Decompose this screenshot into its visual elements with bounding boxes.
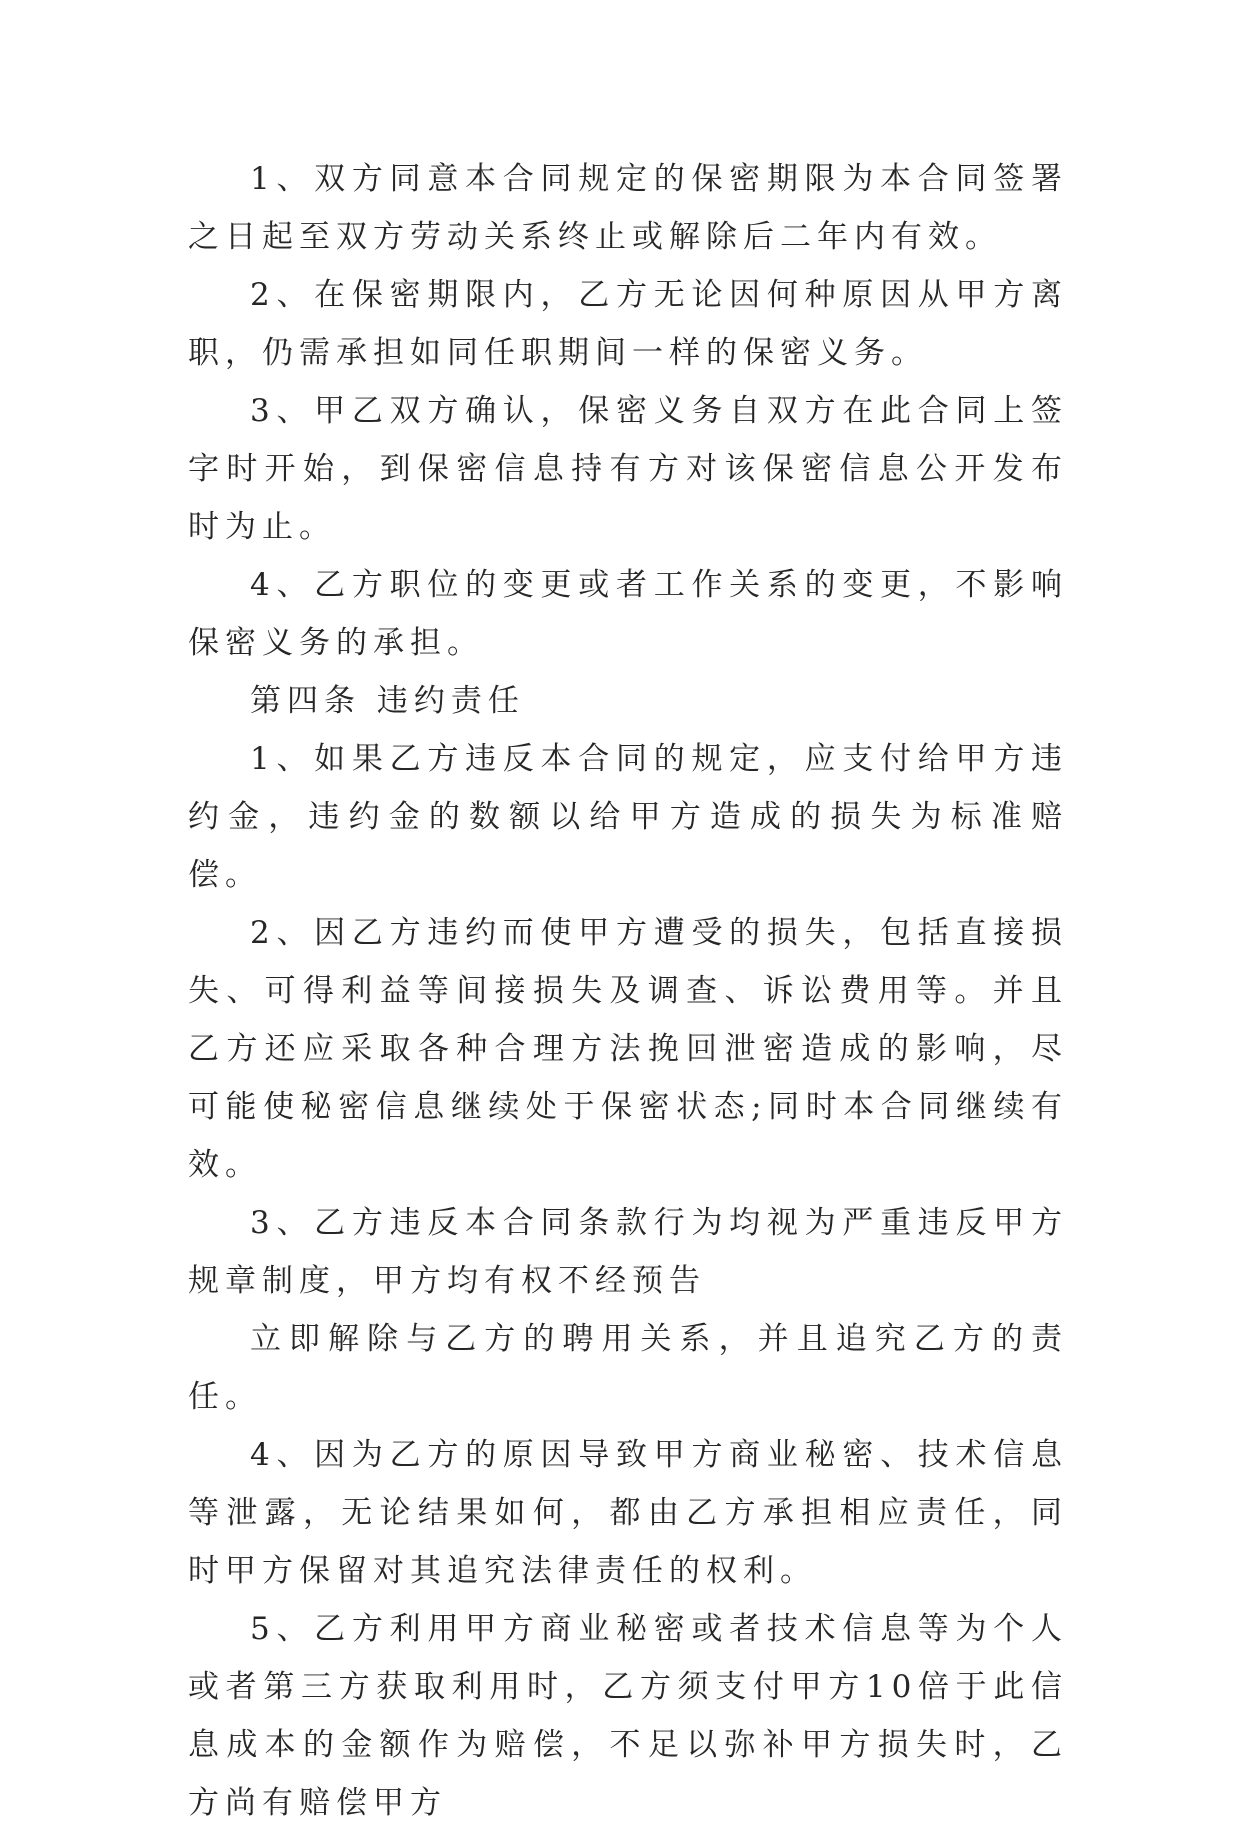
- paragraph-liquidated-damages: 1、如果乙方违反本合同的规定，应支付给甲方违约金，违约金的数额以给甲方造成的损失为标准赔偿。: [188, 741, 1068, 893]
- paragraph-losses: 2、因乙方违约而使甲方遭受的损失，包括直接损失、可得利益等间接损失及调查、诉讼费用等。并且乙方还应采取各种合理方法挽回泄密造成的影响，尽可能使秘密信息继续处于保密状态;同时本合同继续有效。: [188, 915, 1068, 1183]
- paragraph-leak-liability: 4、因为乙方的原因导致甲方商业秘密、技术信息等泄露，无论结果如何，都由乙方承担相应责任，同时甲方保留对其追究法律责任的权利。: [188, 1437, 1068, 1589]
- paragraph-obligation-start: 3、甲乙双方确认，保密义务自双方在此合同上签字时开始，到保密信息持有方对该保密信息公开发布时为止。: [188, 393, 1068, 545]
- paragraph-termination: 立即解除与乙方的聘用关系，并且追究乙方的责任。: [188, 1321, 1068, 1415]
- paragraph-compensation: 5、乙方利用甲方商业秘密或者技术信息等为个人或者第三方获取利用时，乙方须支付甲方10倍于此信息成本的金额作为赔偿，不足以弥补甲方损失时，乙方尚有赔偿甲方: [188, 1611, 1068, 1821]
- paragraph-violation-of-rules: 3、乙方违反本合同条款行为均视为严重违反甲方规章制度，甲方均有权不经预告: [188, 1205, 1068, 1299]
- section-heading-article-4: 第四条 违约责任: [250, 683, 525, 719]
- paragraph-resignation-obligation: 2、在保密期限内，乙方无论因何种原因从甲方离职，仍需承担如同任职期间一样的保密义务。: [188, 277, 1068, 371]
- document-body: [188, 150, 1068, 1832]
- paragraph-position-change: 4、乙方职位的变更或者工作关系的变更，不影响保密义务的承担。: [188, 567, 1068, 661]
- paragraph-confidentiality-period: 1、双方同意本合同规定的保密期限为本合同签署之日起至双方劳动关系终止或解除后二年内有效。: [188, 161, 1068, 255]
